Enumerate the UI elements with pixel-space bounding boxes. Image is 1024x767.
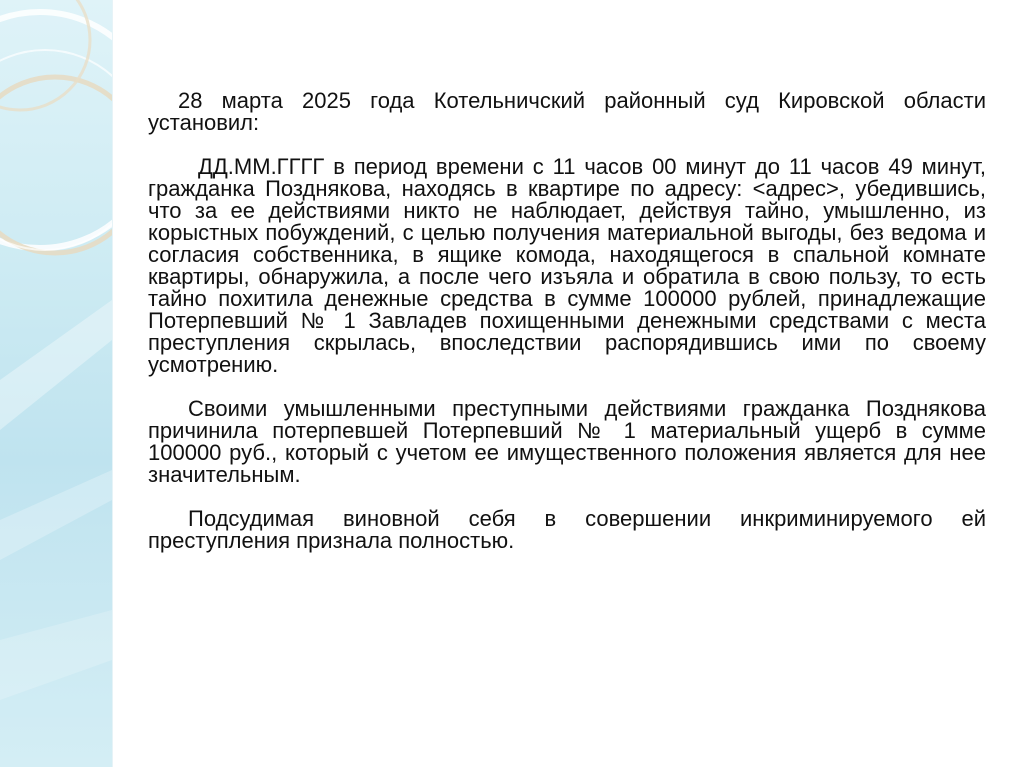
light-streak-1 <box>0 300 112 430</box>
outer-ring <box>0 12 112 248</box>
light-streak-3 <box>0 610 112 700</box>
band-divider <box>112 0 113 767</box>
decorative-side-band <box>0 0 112 767</box>
document-body <box>148 90 986 552</box>
gold-ring <box>0 77 112 253</box>
paragraph-plea: Подсудимая виновной себя в совершении инкриминируемого ей преступления признала полностью. <box>148 506 986 553</box>
light-streak-2 <box>0 470 112 560</box>
inner-ring <box>0 50 112 250</box>
paragraph-damage: Своими умышленными преступными действиями гражданка Позднякова причинила потерпевшей Потерпевший № 1 материальный ущерб в сумме 100000 руб., который с учетом ее имущественного положения является для нее значительным. <box>148 396 986 487</box>
decorative-rings-graphic <box>0 0 112 767</box>
paragraph-circumstances: ДД.ММ.ГГГГ в период времени с 11 часов 00 минут до 11 часов 49 минут, гражданка Позднякова, находясь в квартире по адресу: <адрес>, убедившись, что за ее действиями никто не наблюдает, действуя тайно, умышленно, из корыстных побуждений, с целью получения материальной выгоды, без ведома и согласия собственника, в ящике комода, находящегося в спальной комнате квартиры, обнаружила, а после чего изъяла и обратила в свою пользу, то есть тайно похитила денежные средства в сумме 100000 рублей, принадлежащие Потерпевший № 1 Завладев похищенными денежными средствами с места преступления скрылась, впоследствии распорядившись ими по своему усмотрению. <box>148 154 986 377</box>
paragraph-intro: 28 марта 2025 года Котельничский районный суд Кировской области установил: <box>148 88 986 135</box>
